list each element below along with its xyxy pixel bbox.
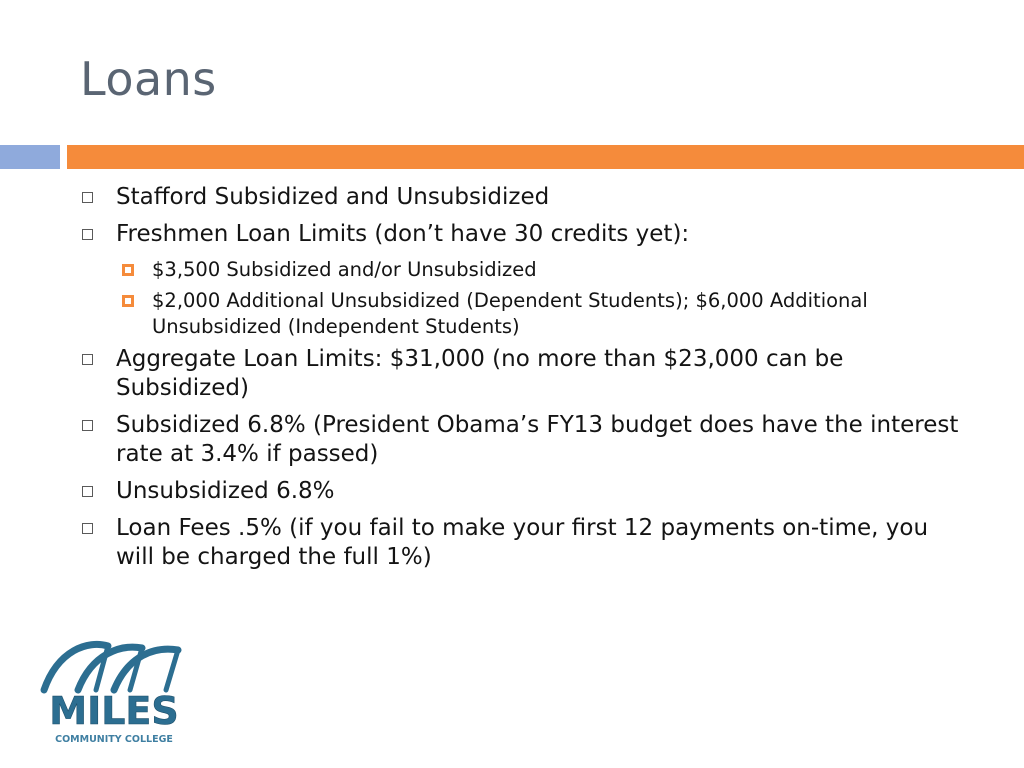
square-bullet-icon: [82, 229, 93, 240]
square-bullet-icon: [82, 523, 93, 534]
sub-bullet-text: $3,500 Subsidized and/or Unsubsidized: [152, 258, 537, 281]
logo-arches-icon: [38, 632, 190, 748]
accent-bar-blue: [0, 145, 60, 169]
bullet-text: Aggregate Loan Limits: $31,000 (no more than $23,000 can be Subsidized): [116, 346, 844, 401]
bullet-item: [80, 220, 960, 249]
square-bullet-icon: [82, 420, 93, 431]
slide-title: Loans: [80, 52, 217, 106]
square-bullet-icon: [82, 486, 93, 497]
orange-square-bullet-icon: [122, 295, 134, 307]
square-bullet-icon: [82, 354, 93, 365]
accent-bar-orange: [67, 145, 1024, 169]
sub-bullet-text: $2,000 Additional Unsubsidized (Dependent Students); $6,000 Additional Unsubsidized (Independent Students): [152, 289, 868, 338]
college-logo: [38, 632, 190, 748]
bullet-item: [80, 183, 960, 212]
orange-square-bullet-icon: [122, 264, 134, 276]
square-bullet-icon: [82, 192, 93, 203]
bullet-item: [80, 345, 960, 403]
sub-bullet-item: [80, 257, 960, 283]
logo-wordmark: MILES: [49, 689, 179, 733]
sub-bullet-item: [80, 288, 960, 340]
bullet-item: [80, 411, 960, 469]
bullet-text: Unsubsidized 6.8%: [116, 478, 335, 504]
logo-subtitle: COMMUNITY COLLEGE: [55, 734, 173, 745]
bullet-list: [80, 183, 960, 580]
bullet-text: Loan Fees .5% (if you fail to make your first 12 payments on-time, you will be charged the full 1%): [116, 515, 929, 570]
bullet-text: Stafford Subsidized and Unsubsidized: [116, 184, 550, 210]
bullet-text: Freshmen Loan Limits (don’t have 30 credits yet):: [116, 221, 690, 247]
bullet-text: Subsidized 6.8% (President Obama’s FY13 budget does have the interest rate at 3.4% if passed): [116, 412, 959, 467]
bullet-item: [80, 514, 960, 572]
bullet-item: [80, 477, 960, 506]
